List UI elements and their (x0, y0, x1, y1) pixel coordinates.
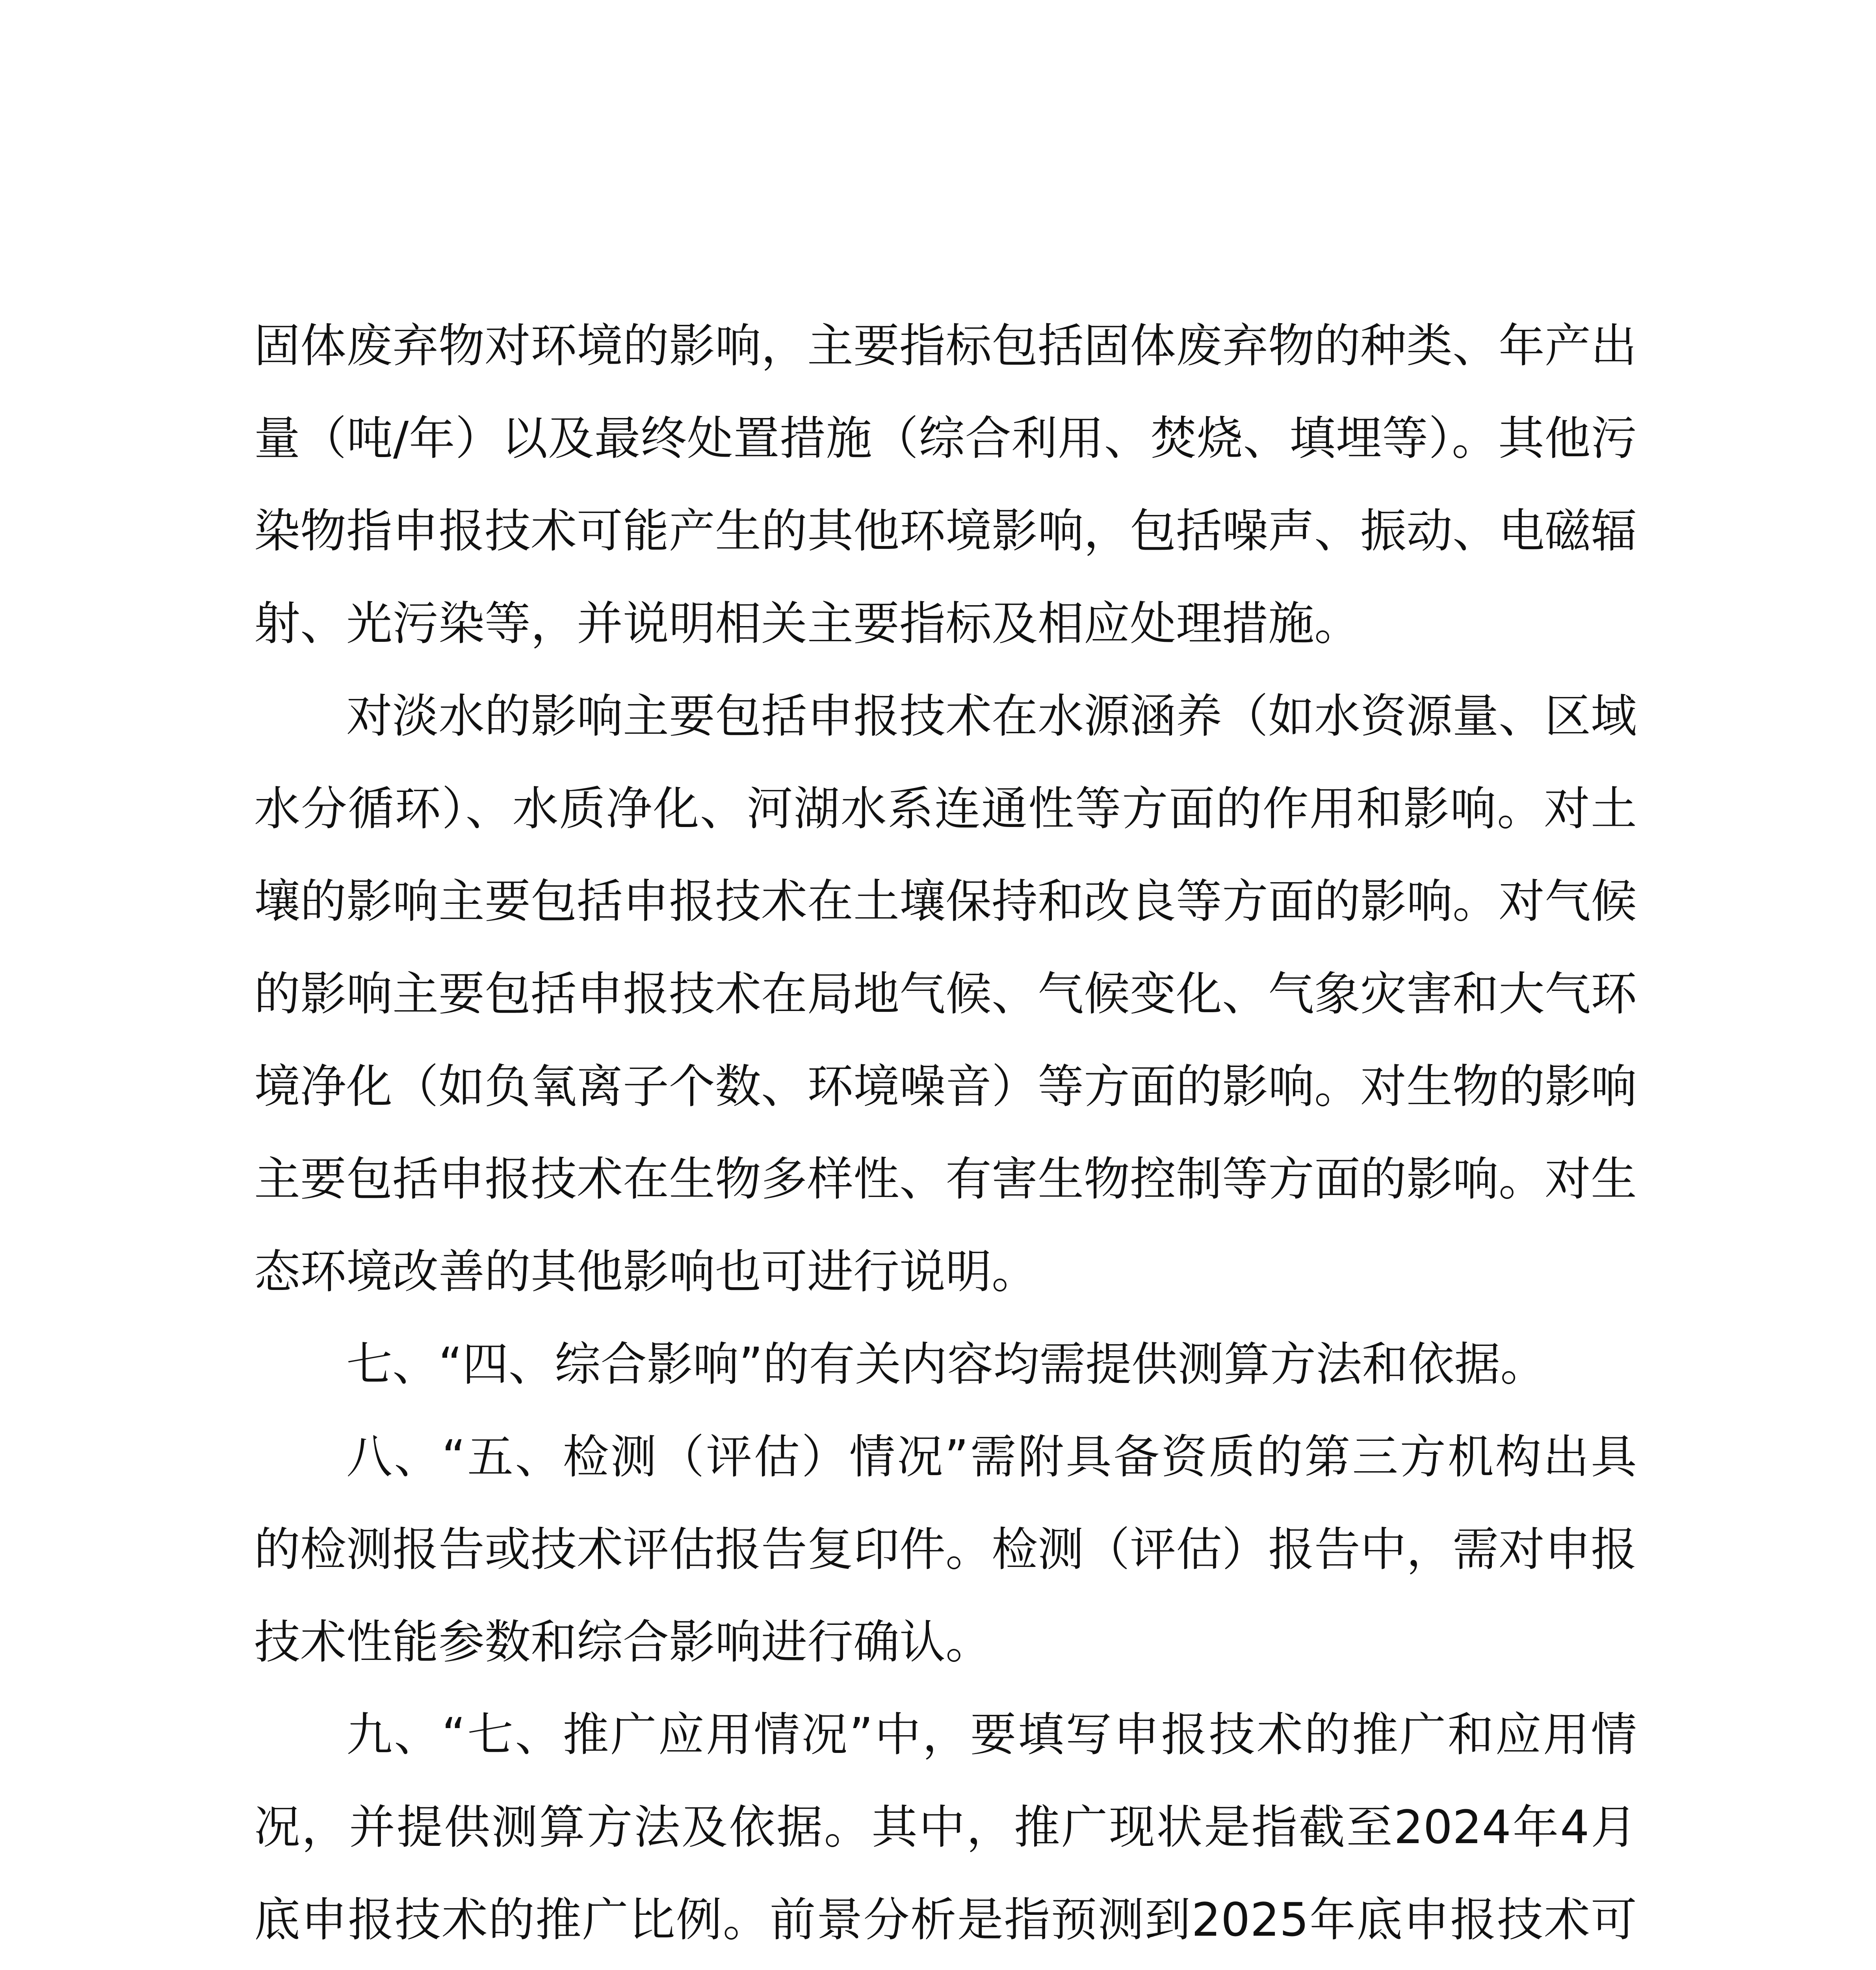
paragraph-item-seven: 七、“四、综合影响”的有关内容均需提供测算方法和依据。 (346, 1337, 1547, 1391)
paragraph-item-nine: 九、“七、推广应用情况”中，要填写申报技术的推广和应用情况，并提供测算方法及依据。其中，推广现状是指截至2024年4月底申报技术的推广比例。前景分析是指预测到2025年底申报技术可 (254, 1708, 1637, 1947)
paragraph-ecological-impact: 对淡水的影响主要包括申报技术在水源涵养（如水资源量、区域水分循环）、水质净化、河湖水系连通性等方面的作用和影响。对土壤的影响主要包括申报技术在土壤保持和改良等方面的影响。对气候的影响主要包括申报技术在局地气候、气候变化、气象灾害和大气环境净化（如负氧离子个数、环境噪音）等方面的影响。对生物的影响主要包括申报技术在生物多样性、有害生物控制等方面的影响。对生态环境改善的其他影响也可进行说明。 (254, 689, 1637, 1299)
paragraph-item-eight: 八、“五、检测（评估）情况”需附具备资质的第三方机构出具的检测报告或技术评估报告复印件。检测（评估）报告中，需对申报技术性能参数和综合影响进行确认。 (254, 1430, 1637, 1669)
paragraph-solid-waste: 固体废弃物对环境的影响，主要指标包括固体废弃物的种类、年产出量（吨/年）以及最终处置措施（综合利用、焚烧、填埋等）。其他污染物指申报技术可能产生的其他环境影响，包括噪声、振动、电磁辐射、光污染等，并说明相关主要指标及相应处理措施。 (254, 319, 1637, 650)
document-body (254, 299, 1637, 1970)
